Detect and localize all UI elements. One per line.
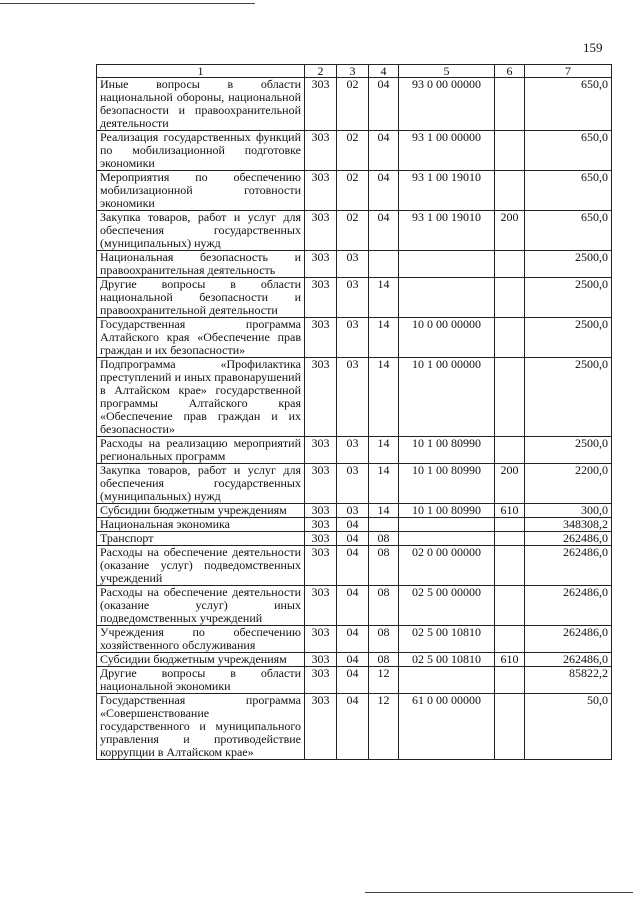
budget-table — [96, 64, 612, 760]
row-cell-c2: 303 — [305, 278, 337, 318]
table-row — [97, 78, 612, 131]
top-rule — [0, 3, 255, 4]
row-cell-c6 — [495, 131, 525, 171]
row-cell-c7: 262486,0 — [525, 546, 612, 586]
row-cell-c4: 12 — [369, 694, 399, 760]
row-cell-c6 — [495, 251, 525, 278]
row-cell-c5 — [399, 667, 495, 694]
row-description: Расходы на обеспечение деятельности (оказание услуг) подведомственных учреждений — [97, 546, 305, 586]
row-cell-c4: 08 — [369, 653, 399, 667]
row-cell-c4: 08 — [369, 546, 399, 586]
page-number: 159 — [583, 40, 603, 55]
row-cell-c3: 03 — [337, 464, 369, 504]
row-cell-c4 — [369, 251, 399, 278]
row-cell-c3: 04 — [337, 653, 369, 667]
column-header: 2 — [305, 65, 337, 78]
row-cell-c6: 200 — [495, 211, 525, 251]
row-cell-c7: 300,0 — [525, 504, 612, 518]
row-cell-c6 — [495, 318, 525, 358]
table-row — [97, 694, 612, 760]
row-cell-c7: 2500,0 — [525, 437, 612, 464]
table-row — [97, 358, 612, 437]
table-row — [97, 464, 612, 504]
row-cell-c4 — [369, 518, 399, 532]
row-description: Закупка товаров, работ и услуг для обеспечения государственных (муниципальных) нужд — [97, 464, 305, 504]
table-row — [97, 653, 612, 667]
row-description: Иные вопросы в области национальной обороны, национальной безопасности и правоохранительной деятельности — [97, 78, 305, 131]
row-cell-c6 — [495, 626, 525, 653]
row-cell-c5: 93 0 00 00000 — [399, 78, 495, 131]
table-row — [97, 532, 612, 546]
table-row — [97, 626, 612, 653]
row-cell-c6: 610 — [495, 653, 525, 667]
row-cell-c4: 14 — [369, 437, 399, 464]
row-cell-c7: 262486,0 — [525, 653, 612, 667]
row-cell-c6 — [495, 532, 525, 546]
row-cell-c4: 14 — [369, 358, 399, 437]
row-cell-c5: 02 0 00 00000 — [399, 546, 495, 586]
row-description: Мероприятия по обеспечению мобилизационной готовности экономики — [97, 171, 305, 211]
row-cell-c7: 650,0 — [525, 171, 612, 211]
row-cell-c4: 14 — [369, 504, 399, 518]
row-cell-c3: 04 — [337, 667, 369, 694]
row-description: Расходы на реализацию мероприятий региональных программ — [97, 437, 305, 464]
row-cell-c5 — [399, 251, 495, 278]
row-description: Субсидии бюджетным учреждениям — [97, 504, 305, 518]
row-cell-c3: 02 — [337, 131, 369, 171]
row-cell-c7: 650,0 — [525, 211, 612, 251]
row-cell-c2: 303 — [305, 318, 337, 358]
column-header: 1 — [97, 65, 305, 78]
column-header: 6 — [495, 65, 525, 78]
row-cell-c3: 03 — [337, 358, 369, 437]
row-description: Национальная безопасность и правоохранительная деятельность — [97, 251, 305, 278]
row-cell-c6: 200 — [495, 464, 525, 504]
table-row — [97, 251, 612, 278]
column-header: 4 — [369, 65, 399, 78]
row-cell-c2: 303 — [305, 694, 337, 760]
row-description: Учреждения по обеспечению хозяйственного обслуживания — [97, 626, 305, 653]
row-cell-c3: 04 — [337, 546, 369, 586]
table-row — [97, 667, 612, 694]
table-row — [97, 318, 612, 358]
row-cell-c2: 303 — [305, 626, 337, 653]
row-cell-c2: 303 — [305, 518, 337, 532]
table-row — [97, 586, 612, 626]
row-cell-c3: 03 — [337, 251, 369, 278]
row-cell-c5: 02 5 00 10810 — [399, 626, 495, 653]
row-cell-c3: 04 — [337, 518, 369, 532]
row-cell-c7: 2500,0 — [525, 278, 612, 318]
row-cell-c3: 04 — [337, 694, 369, 760]
row-description: Другие вопросы в области национальной безопасности и правоохранительной деятельности — [97, 278, 305, 318]
bottom-rule — [365, 892, 633, 893]
row-cell-c5 — [399, 518, 495, 532]
row-cell-c2: 303 — [305, 464, 337, 504]
row-cell-c4: 12 — [369, 667, 399, 694]
row-cell-c6 — [495, 437, 525, 464]
row-cell-c6 — [495, 546, 525, 586]
row-cell-c5: 10 0 00 00000 — [399, 318, 495, 358]
row-cell-c2: 303 — [305, 437, 337, 464]
row-description: Подпрограмма «Профилактика преступлений и иных правонарушений в Алтайском крае» государственной программы Алтайского края «Обеспечение прав граждан и их безопасности» — [97, 358, 305, 437]
row-cell-c7: 262486,0 — [525, 532, 612, 546]
row-cell-c3: 04 — [337, 626, 369, 653]
row-cell-c4: 08 — [369, 626, 399, 653]
row-cell-c2: 303 — [305, 78, 337, 131]
row-cell-c7: 262486,0 — [525, 586, 612, 626]
row-description: Реализация государственных функций по мобилизационной подготовке экономики — [97, 131, 305, 171]
table-row — [97, 518, 612, 532]
row-cell-c2: 303 — [305, 653, 337, 667]
row-cell-c3: 04 — [337, 586, 369, 626]
row-cell-c2: 303 — [305, 546, 337, 586]
row-cell-c7: 2200,0 — [525, 464, 612, 504]
row-cell-c3: 03 — [337, 504, 369, 518]
row-cell-c5: 10 1 00 80990 — [399, 464, 495, 504]
row-description: Государственная программа «Совершенствование государственного и муниципального управления и противодействие коррупции в Алтайском крае» — [97, 694, 305, 760]
row-cell-c7: 262486,0 — [525, 626, 612, 653]
table-header-row — [97, 65, 612, 78]
row-cell-c5 — [399, 278, 495, 318]
row-cell-c2: 303 — [305, 131, 337, 171]
row-cell-c6 — [495, 694, 525, 760]
row-cell-c7: 2500,0 — [525, 251, 612, 278]
column-header: 7 — [525, 65, 612, 78]
row-description: Закупка товаров, работ и услуг для обеспечения государственных (муниципальных) нужд — [97, 211, 305, 251]
row-cell-c6 — [495, 358, 525, 437]
row-cell-c5: 61 0 00 00000 — [399, 694, 495, 760]
row-cell-c3: 03 — [337, 278, 369, 318]
row-cell-c5: 93 1 00 19010 — [399, 171, 495, 211]
row-cell-c4: 04 — [369, 131, 399, 171]
table-row — [97, 211, 612, 251]
row-cell-c2: 303 — [305, 586, 337, 626]
row-cell-c3: 02 — [337, 211, 369, 251]
row-cell-c7: 2500,0 — [525, 318, 612, 358]
row-cell-c2: 303 — [305, 504, 337, 518]
row-cell-c5 — [399, 532, 495, 546]
row-cell-c6 — [495, 586, 525, 626]
row-cell-c2: 303 — [305, 667, 337, 694]
row-cell-c4: 08 — [369, 532, 399, 546]
row-cell-c4: 08 — [369, 586, 399, 626]
row-cell-c4: 04 — [369, 171, 399, 211]
row-cell-c3: 04 — [337, 532, 369, 546]
row-cell-c2: 303 — [305, 532, 337, 546]
row-cell-c6 — [495, 78, 525, 131]
row-cell-c6 — [495, 278, 525, 318]
row-description: Транспорт — [97, 532, 305, 546]
row-cell-c5: 10 1 00 80990 — [399, 437, 495, 464]
column-header: 3 — [337, 65, 369, 78]
row-cell-c5: 02 5 00 00000 — [399, 586, 495, 626]
row-cell-c3: 03 — [337, 437, 369, 464]
row-cell-c3: 02 — [337, 171, 369, 211]
row-description: Национальная экономика — [97, 518, 305, 532]
row-cell-c4: 14 — [369, 318, 399, 358]
row-cell-c6 — [495, 518, 525, 532]
row-cell-c6: 610 — [495, 504, 525, 518]
row-cell-c4: 04 — [369, 211, 399, 251]
row-cell-c7: 85822,2 — [525, 667, 612, 694]
row-cell-c4: 14 — [369, 464, 399, 504]
table-row — [97, 131, 612, 171]
row-cell-c2: 303 — [305, 358, 337, 437]
row-cell-c4: 04 — [369, 78, 399, 131]
row-cell-c5: 93 1 00 19010 — [399, 211, 495, 251]
row-description: Государственная программа Алтайского края «Обеспечение прав граждан и их безопасности» — [97, 318, 305, 358]
row-cell-c2: 303 — [305, 251, 337, 278]
row-cell-c7: 348308,2 — [525, 518, 612, 532]
row-description: Расходы на обеспечение деятельности (оказание услуг) иных подведомственных учреждений — [97, 586, 305, 626]
row-cell-c5: 02 5 00 10810 — [399, 653, 495, 667]
row-cell-c3: 02 — [337, 78, 369, 131]
row-cell-c5: 10 1 00 00000 — [399, 358, 495, 437]
table-row — [97, 546, 612, 586]
row-cell-c2: 303 — [305, 211, 337, 251]
row-cell-c3: 03 — [337, 318, 369, 358]
table-row — [97, 278, 612, 318]
row-cell-c5: 93 1 00 00000 — [399, 131, 495, 171]
row-cell-c5: 10 1 00 80990 — [399, 504, 495, 518]
row-cell-c2: 303 — [305, 171, 337, 211]
row-cell-c4: 14 — [369, 278, 399, 318]
table-row — [97, 504, 612, 518]
column-header: 5 — [399, 65, 495, 78]
row-description: Другие вопросы в области национальной экономики — [97, 667, 305, 694]
table-row — [97, 171, 612, 211]
row-cell-c6 — [495, 171, 525, 211]
row-cell-c7: 2500,0 — [525, 358, 612, 437]
row-cell-c7: 650,0 — [525, 78, 612, 131]
row-description: Субсидии бюджетным учреждениям — [97, 653, 305, 667]
row-cell-c7: 650,0 — [525, 131, 612, 171]
table-row — [97, 437, 612, 464]
row-cell-c7: 50,0 — [525, 694, 612, 760]
row-cell-c6 — [495, 667, 525, 694]
